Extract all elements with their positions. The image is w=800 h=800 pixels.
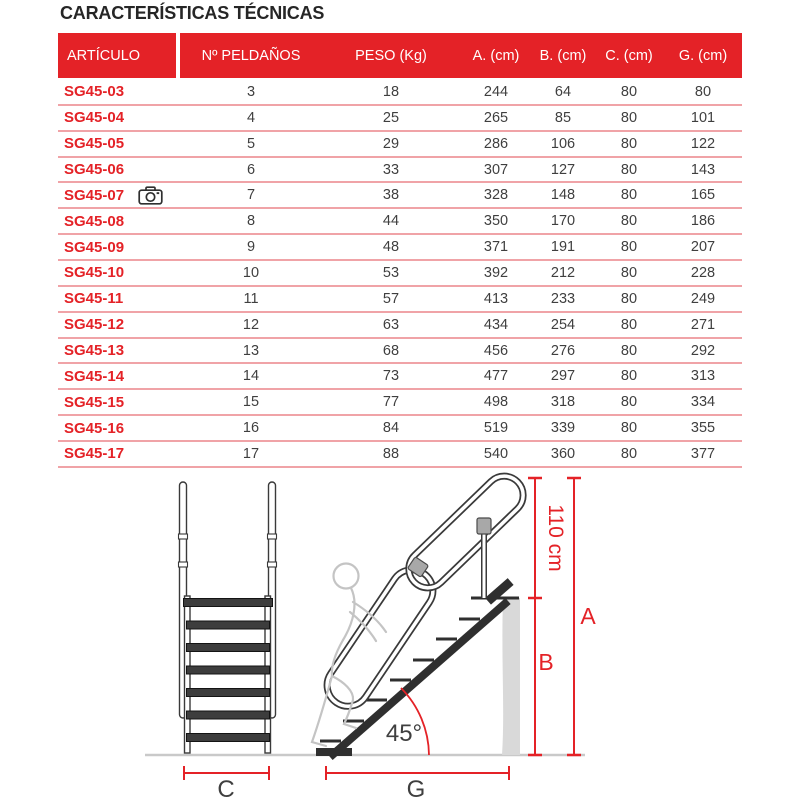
dim-b-cell: 170 <box>550 213 576 230</box>
dim-c-cell: 80 <box>620 445 638 462</box>
dim-a-cell: 286 <box>483 135 509 152</box>
article-code: SG45-05 <box>64 135 125 153</box>
dim-b-cell: 297 <box>550 368 576 385</box>
dim-b-cell: 233 <box>550 290 576 307</box>
dim-g-cell: 122 <box>690 135 716 152</box>
article-cell <box>58 161 180 178</box>
dim-g-cell: 186 <box>690 213 716 230</box>
ladder-step <box>187 644 270 652</box>
steps-count-cell: 9 <box>246 239 256 256</box>
dim-a-cell: 540 <box>483 445 509 462</box>
dim-a-cell: 519 <box>483 420 509 437</box>
weight-cell: 73 <box>382 368 400 385</box>
article-code: SG45-16 <box>64 419 125 437</box>
dim-a-cell: 498 <box>483 394 509 411</box>
article-cell <box>58 394 180 411</box>
camera-icon[interactable] <box>138 186 163 205</box>
dim-a-cell: 350 <box>483 213 509 230</box>
spec-table <box>58 33 742 468</box>
article-code: SG45-04 <box>64 109 125 127</box>
dim-b-cell: 360 <box>550 445 576 462</box>
dim-b-cell: 212 <box>550 264 576 281</box>
weight-cell: 33 <box>382 161 400 178</box>
dim-c-cell: 80 <box>620 420 638 437</box>
table-header-row <box>58 33 742 78</box>
dim-c-cell: 80 <box>620 83 638 100</box>
steps-count-cell: 15 <box>242 394 260 411</box>
table-row <box>58 390 742 416</box>
dim-g-cell: 355 <box>690 420 716 437</box>
stair-base-plate <box>316 748 352 756</box>
ladder-step <box>184 599 273 607</box>
dim-b-cell: 127 <box>550 161 576 178</box>
post-collar <box>179 562 188 567</box>
dim-b-cell: 85 <box>554 109 572 126</box>
article-cell <box>58 368 180 385</box>
article-code: SG45-06 <box>64 161 125 178</box>
weight-cell: 48 <box>382 239 400 256</box>
platform-wall <box>502 598 520 755</box>
weight-cell: 63 <box>382 316 400 333</box>
table-row <box>58 106 742 132</box>
dim-b-cell: 148 <box>550 187 576 204</box>
col-header-b: B. (cm) <box>532 33 594 78</box>
steps-count-cell: 16 <box>242 420 260 437</box>
article-code: SG45-14 <box>64 367 125 385</box>
dim-b-cell: 339 <box>550 420 576 437</box>
steps-count-cell: 10 <box>242 264 260 281</box>
dim-b-cell: 64 <box>554 83 572 100</box>
dim-g-cell: 165 <box>690 187 716 204</box>
dim-a-cell: 307 <box>483 161 509 178</box>
angle-label: 45° <box>385 720 423 747</box>
ladder-step <box>187 711 270 719</box>
article-cell <box>58 186 180 205</box>
steps-count-cell: 17 <box>242 445 260 462</box>
table-row <box>58 313 742 339</box>
post-collar <box>268 562 277 567</box>
article-cell <box>58 290 180 307</box>
ladder-step <box>187 621 270 629</box>
dim-c-cell: 80 <box>620 187 638 204</box>
steps-count-cell: 7 <box>246 187 256 204</box>
table-row <box>58 416 742 442</box>
steps-count-cell: 4 <box>246 109 256 126</box>
steps-count-cell: 13 <box>242 342 260 359</box>
dim-c-cell: 80 <box>620 264 638 281</box>
dim-a-cell: 456 <box>483 342 509 359</box>
col-header-c: C. (cm) <box>594 33 664 78</box>
dim-g-cell: 249 <box>690 290 716 307</box>
dim-a-cell: 413 <box>483 290 509 307</box>
table-row <box>58 209 742 235</box>
dim-c-cell: 80 <box>620 316 638 333</box>
article-code: SG45-17 <box>64 445 125 463</box>
front-view-ladder-drawing <box>179 482 277 753</box>
table-row <box>58 158 742 184</box>
article-cell <box>58 420 180 437</box>
dim-g-cell: 271 <box>690 316 716 333</box>
table-row <box>58 364 742 390</box>
rail-clamp <box>477 518 491 534</box>
dim-c-cell: 80 <box>620 109 638 126</box>
dim-b-cell: 318 <box>550 394 576 411</box>
article-cell <box>58 445 180 462</box>
ladder-step <box>187 689 270 697</box>
article-cell <box>58 135 180 152</box>
steps-count-cell: 5 <box>246 135 256 152</box>
dimension-110-b-line <box>528 478 542 755</box>
dim-g-cell: 313 <box>690 368 716 385</box>
steps-count-cell: 6 <box>246 161 256 178</box>
dim-a-cell: 392 <box>483 264 509 281</box>
post-collar <box>179 534 188 539</box>
article-code: SG45-07 <box>64 186 125 204</box>
dim-g-cell: 334 <box>690 394 716 411</box>
article-code: SG45-11 <box>64 290 124 308</box>
table-row <box>58 442 742 468</box>
dim-g-cell: 143 <box>690 161 716 178</box>
article-cell <box>58 264 180 281</box>
dim-a-cell: 328 <box>483 187 509 204</box>
dim-g-cell: 80 <box>694 83 712 100</box>
dim-g-label: G <box>406 776 426 800</box>
col-header-g: G. (cm) <box>664 33 742 78</box>
table-row <box>58 339 742 365</box>
dim-a-cell: 434 <box>483 316 509 333</box>
article-code: SG45-10 <box>64 264 125 282</box>
dim-b-cell: 191 <box>550 239 576 256</box>
article-code: SG45-08 <box>64 212 125 230</box>
dim-b-cell: 276 <box>550 342 576 359</box>
article-code: SG45-13 <box>64 342 125 360</box>
table-row <box>58 80 742 106</box>
article-code: SG45-03 <box>64 83 125 101</box>
dim-b-label: B <box>538 649 554 675</box>
table-row <box>58 183 742 209</box>
dim-c-cell: 80 <box>620 161 638 178</box>
weight-cell: 57 <box>382 290 400 307</box>
dim-c-cell: 80 <box>620 213 638 230</box>
post-collar <box>268 534 277 539</box>
steps-count-cell: 11 <box>243 290 259 307</box>
dim-a-cell: 265 <box>483 109 509 126</box>
dim-c-label: C <box>217 776 235 800</box>
table-row <box>58 132 742 158</box>
article-code: SG45-12 <box>64 316 125 334</box>
steps-count-cell: 14 <box>242 368 260 385</box>
article-code: SG45-15 <box>64 393 125 411</box>
dim-c-cell: 80 <box>620 239 638 256</box>
dim-a-cell: 371 <box>483 239 509 256</box>
dimension-a-line <box>567 478 581 755</box>
steps-count-cell: 12 <box>242 316 260 333</box>
steps-count-cell: 8 <box>246 213 256 230</box>
ladder-step <box>187 734 270 742</box>
steps-count-cell: 3 <box>246 83 256 100</box>
dim-g-cell: 228 <box>690 264 716 281</box>
dim-c-cell: 80 <box>620 290 638 307</box>
dim-110cm-label: 110 cm <box>544 504 567 572</box>
dim-c-cell: 80 <box>620 394 638 411</box>
weight-cell: 53 <box>382 264 400 281</box>
dim-c-cell: 80 <box>620 368 638 385</box>
dim-a-cell: 477 <box>483 368 509 385</box>
article-cell <box>58 316 180 333</box>
article-cell <box>58 83 180 100</box>
technical-drawing <box>60 470 740 800</box>
weight-cell: 18 <box>382 83 400 100</box>
weight-cell: 25 <box>382 109 400 126</box>
weight-cell: 84 <box>382 420 400 437</box>
table-body <box>58 80 742 468</box>
col-header-peldanos: Nº PELDAÑOS <box>180 33 322 78</box>
table-row <box>58 235 742 261</box>
weight-cell: 29 <box>382 135 400 152</box>
dim-g-cell: 207 <box>690 239 716 256</box>
article-code: SG45-09 <box>64 238 125 256</box>
col-header-peso: PESO (Kg) <box>322 33 460 78</box>
article-cell <box>58 239 180 256</box>
ladder-step <box>187 666 270 674</box>
table-row <box>58 287 742 313</box>
dim-c-cell: 80 <box>620 135 638 152</box>
article-cell <box>58 109 180 126</box>
table-row <box>58 261 742 287</box>
dim-g-cell: 292 <box>690 342 716 359</box>
weight-cell: 68 <box>382 342 400 359</box>
article-cell <box>58 342 180 359</box>
col-header-articulo: ARTÍCULO <box>58 33 180 78</box>
weight-cell: 44 <box>382 213 400 230</box>
dim-b-cell: 254 <box>550 316 576 333</box>
weight-cell: 38 <box>382 187 400 204</box>
dim-g-cell: 101 <box>690 109 716 126</box>
dim-g-cell: 377 <box>690 445 716 462</box>
weight-cell: 88 <box>382 445 400 462</box>
dim-b-cell: 106 <box>550 135 576 152</box>
article-cell <box>58 213 180 230</box>
dim-a-cell: 244 <box>483 83 509 100</box>
page-title: CARACTERÍSTICAS TÉCNICAS <box>60 3 325 23</box>
weight-cell: 77 <box>382 394 400 411</box>
col-header-a: A. (cm) <box>460 33 532 78</box>
dim-a-label: A <box>580 603 596 629</box>
dim-c-cell: 80 <box>620 342 638 359</box>
